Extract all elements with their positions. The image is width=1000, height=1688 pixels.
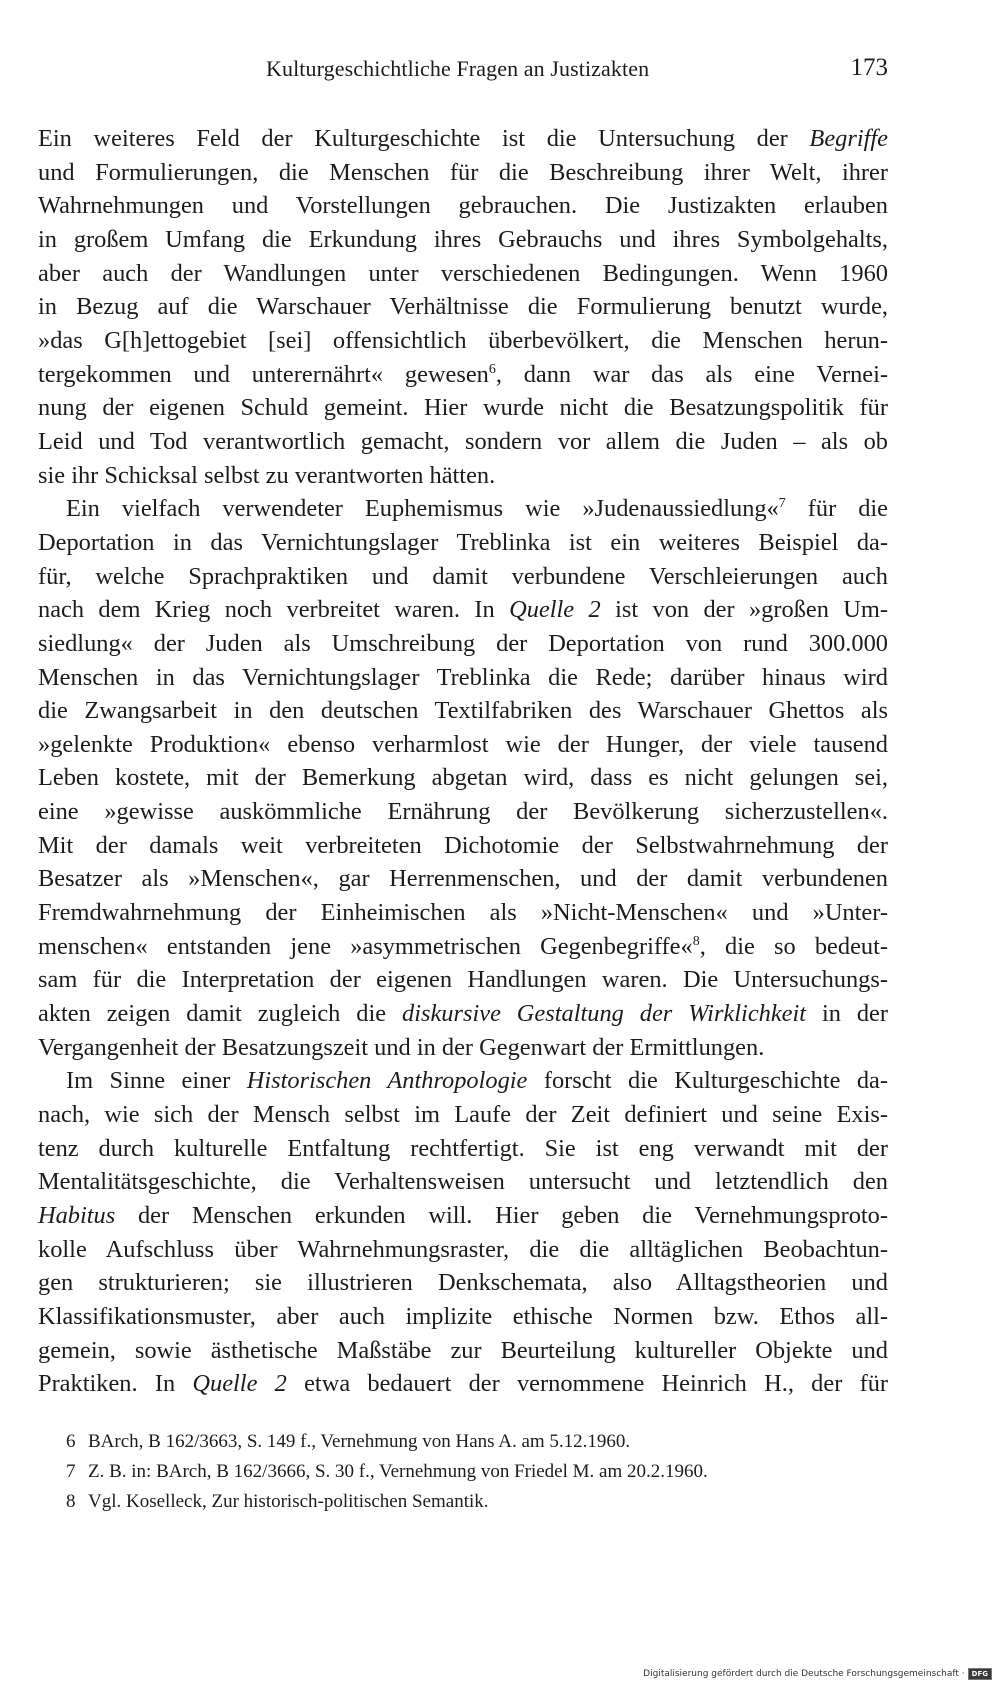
text-run: in großem Umfang die Erkundung ihres Gebrauchs und ihres Symbolgehalts, <box>38 225 888 253</box>
text-line <box>38 122 888 156</box>
text-line <box>38 862 888 896</box>
text-run: in der <box>806 1000 888 1028</box>
text-run: ist von der »großen Um- <box>600 596 888 624</box>
text-run: gen strukturieren; sie illustrieren Denkschemata, also Alltagstheorien und <box>38 1269 888 1297</box>
text-run: Vergangenheit der Besatzungszeit und in der Gegenwart der Ermittlungen. <box>38 1033 765 1061</box>
text-line <box>38 1233 888 1267</box>
text-run: nach dem Krieg noch verbreitet waren. In <box>38 596 510 624</box>
text-run: »das G[h]ettogebiet [sei] offensichtlich überbevölkert, die Menschen herun- <box>38 326 888 354</box>
footnote-text: Z. B. in: BArch, B 162/3666, S. 30 f., Vernehmung von Friedel M. am 20.2.1960. <box>88 1461 708 1482</box>
text-run: Klassifikationsmuster, aber auch implizite ethische Normen bzw. Ethos all- <box>38 1302 888 1330</box>
text-line <box>38 223 888 257</box>
text-line <box>38 257 888 291</box>
text-line <box>38 997 888 1031</box>
text-run: Im Sinne einer <box>66 1067 247 1095</box>
text-run: Fremdwahrnehmung der Einheimischen als »Nicht-Menschen« und »Unter- <box>38 899 888 927</box>
text-run: die Zwangsarbeit in den deutschen Textilfabriken des Warschauer Ghettos als <box>38 697 888 725</box>
text-line <box>38 1165 888 1199</box>
text-line <box>38 627 888 661</box>
text-line <box>38 425 888 459</box>
italic-text: Quelle 2 <box>509 596 601 624</box>
text-run: nach, wie sich der Mensch selbst im Laufe der Zeit definiert und seine Exis- <box>38 1101 888 1129</box>
text-run: tergekommen und unterernährt« gewesen <box>38 360 489 388</box>
text-run: forscht die Kulturgeschichte da- <box>527 1067 888 1095</box>
text-run: der Menschen erkunden will. Hier geben die Vernehmungsproto- <box>115 1202 888 1229</box>
text-run: eine »gewisse auskömmliche Ernährung der Bevölkerung sicherzustellen«. <box>38 798 888 826</box>
page-number: 173 <box>850 54 888 81</box>
text-run: gemein, sowie ästhetische Maßstäbe zur Beurteilung kultureller Objekte und <box>38 1336 888 1364</box>
text-line <box>38 761 888 795</box>
text-run: Praktiken. In <box>38 1370 193 1398</box>
text-line <box>38 694 888 728</box>
text-line <box>38 324 888 358</box>
text-line <box>38 1300 888 1334</box>
text-run: in Bezug auf die Warschauer Verhältnisse die Formulierung benutzt wurde, <box>38 293 888 321</box>
page-header <box>38 56 888 92</box>
text-run: »gelenkte Produktion« ebenso verharmlost wie der Hunger, der viele tausend <box>38 730 888 758</box>
text-run: akten zeigen damit zugleich die <box>38 1000 402 1028</box>
text-run: für die <box>785 495 888 523</box>
text-run: Wahrnehmungen und Vorstellungen gebrauchen. Die Justizakten erlauben <box>38 192 888 220</box>
text-line <box>38 1031 888 1065</box>
digitization-credit <box>643 1668 992 1680</box>
footnote <box>66 1427 886 1457</box>
text-line <box>38 1098 888 1132</box>
paragraph <box>38 1064 888 1401</box>
italic-text: Begriffe <box>809 125 888 152</box>
text-line <box>38 829 888 863</box>
footnote-ref: 6 <box>488 361 496 377</box>
footnote-number: 8 <box>66 1491 76 1512</box>
paragraph <box>38 492 888 1064</box>
text-line <box>38 1334 888 1368</box>
text-line <box>38 156 888 190</box>
footnote-ref: 7 <box>778 496 786 512</box>
text-line <box>38 661 888 695</box>
text-line <box>38 358 888 392</box>
text-run: Besatzer als »Menschen«, gar Herrenmenschen, und der damit verbundenen <box>38 865 888 893</box>
text-line <box>38 1199 888 1233</box>
text-run: Ein weiteres Feld der Kulturgeschichte ist die Untersuchung der <box>38 125 810 152</box>
credit-text: Digitalisierung gefördert durch die Deutsche Forschungsgemeinschaft · <box>643 1669 965 1679</box>
text-run: siedlung« der Juden als Umschreibung der Deportation von rund 300.000 <box>38 629 888 657</box>
text-run: und Formulierungen, die Menschen für die Beschreibung ihrer Welt, ihrer <box>38 158 888 186</box>
footnote-text: Vgl. Koselleck, Zur historisch-politischen Semantik. <box>88 1491 489 1512</box>
italic-text: diskursive Gestaltung der Wirklichkeit <box>402 1000 807 1028</box>
text-line <box>38 459 888 493</box>
text-line <box>38 290 888 324</box>
body-text <box>38 122 888 1401</box>
text-line <box>38 795 888 829</box>
footnote <box>66 1457 886 1487</box>
footnote <box>66 1487 886 1517</box>
text-run: für, welche Sprachpraktiken und damit verbundene Verschleierungen auch <box>38 562 888 590</box>
dfg-logo: DFG <box>968 1668 992 1680</box>
text-run: menschen« entstanden jene »asymmetrischen Gegenbegriffe« <box>38 932 693 960</box>
italic-text: Quelle 2 <box>192 1370 287 1398</box>
text-run: sie ihr Schicksal selbst zu verantworten hätten. <box>38 461 496 489</box>
text-line <box>38 930 888 964</box>
text-run: Leid und Tod verantwortlich gemacht, sondern vor allem die Juden – als ob <box>38 427 888 455</box>
text-run: Leben kostete, mit der Bemerkung abgetan wird, dass es nicht gelungen sei, <box>38 764 888 792</box>
text-run: nung der eigenen Schuld gemeint. Hier wurde nicht die Besatzungspolitik für <box>38 394 888 422</box>
text-line <box>38 1064 888 1098</box>
text-line <box>38 1132 888 1166</box>
text-run: , dann war das als eine Vernei- <box>495 360 889 388</box>
text-line <box>38 560 888 594</box>
text-run: etwa bedauert der vernommene Heinrich H., der für <box>286 1370 889 1398</box>
footnote-text: BArch, B 162/3663, S. 149 f., Vernehmung von Hans A. am 5.12.1960. <box>88 1431 631 1452</box>
text-line <box>38 1367 888 1401</box>
text-run: kolle Aufschluss über Wahrnehmungsraster, die die alltäglichen Beobachtun- <box>38 1235 888 1263</box>
text-run: aber auch der Wandlungen unter verschiedenen Bedingungen. Wenn 1960 <box>38 259 888 287</box>
text-run: Mentalitätsgeschichte, die Verhaltensweisen untersucht und letztendlich den <box>38 1168 888 1196</box>
text-line <box>38 963 888 997</box>
text-run: Mit der damals weit verbreiteten Dichotomie der Selbstwahrnehmung der <box>38 831 888 859</box>
text-line <box>38 492 888 526</box>
text-line <box>38 593 888 627</box>
text-run: Menschen in das Vernichtungslager Treblinka die Rede; darüber hinaus wird <box>38 663 888 691</box>
text-run: tenz durch kulturelle Entfaltung rechtfertigt. Sie ist eng verwandt mit der <box>38 1134 888 1162</box>
footnotes <box>66 1427 886 1517</box>
running-head: Kulturgeschichtliche Fragen an Justizakten <box>266 56 650 81</box>
text-line <box>38 391 888 425</box>
text-line <box>38 189 888 223</box>
italic-text: Historischen Anthropologie <box>246 1067 528 1095</box>
footnote-ref: 8 <box>692 933 700 949</box>
italic-text: Habitus <box>38 1202 116 1229</box>
text-run: Deportation in das Vernichtungslager Treblinka ist ein weiteres Beispiel da- <box>38 528 888 556</box>
footnote-number: 6 <box>66 1431 76 1452</box>
text-run: sam für die Interpretation der eigenen Handlungen waren. Die Untersuchungs- <box>38 966 888 994</box>
text-line <box>38 896 888 930</box>
text-run: , die so bedeut- <box>699 932 888 960</box>
paragraph <box>38 122 888 492</box>
text-line <box>38 526 888 560</box>
text-line <box>38 1266 888 1300</box>
text-line <box>38 728 888 762</box>
text-run: Ein vielfach verwendeter Euphemismus wie »Judenaussiedlung« <box>66 495 779 523</box>
footnote-number: 7 <box>66 1461 76 1482</box>
